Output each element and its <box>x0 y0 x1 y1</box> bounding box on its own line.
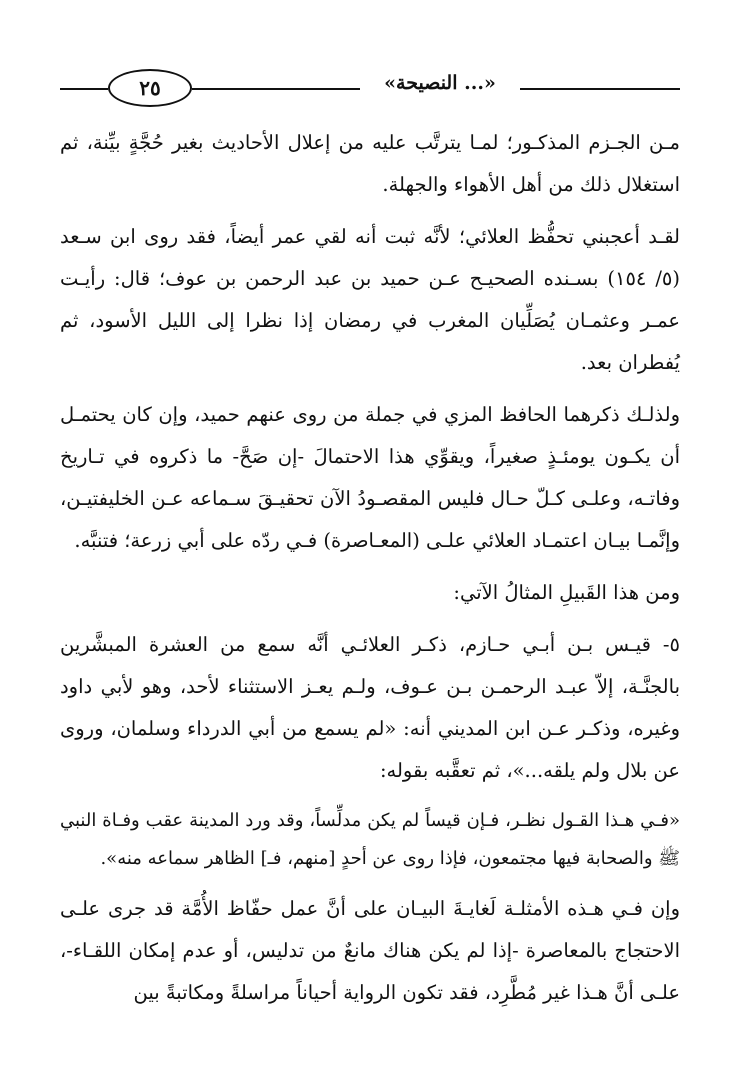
paragraph-3: ولذلـك ذكرهما الحافظ المزي في جملة من روى عنهم حميد، وإن كان يحتمـل أن يكـون يومئـذٍ صغيراً، ويقوِّي هذا الاحتمالَ -إن صَحَّ- ما ذكروه في تـاريخ وفاتـه، وعلـى كـلّ حـال فليس المقصـودُ الآن تحقيـقَ سـماعه عـن الخليفتيـن، وإنَّمـا بيـان اعتمـاد العلائي علـى (المعـاصرة) فـي ردّه على أبي زرعة؛ فتنبَّه. <box>60 403 680 552</box>
header-rule-left <box>60 88 108 90</box>
paragraph-5: ٥- قيـس بـن أبـي حـازم، ذكـر العلائـي أنَّه سمع من العشرة المبشَّرين بالجنَّـة، إلاّ عبـد الرحمـن بـن عـوف، ولـم يعـز الاستثناء لأحد، وهو لأبي داود وغيره، وذكـر عـن ابن المديني أنه: «لم يسمع من أبي الدرداء وسلمان، وروى عن بلال ولم يلقه...»، ثم تعقَّبه بقوله: <box>60 633 680 782</box>
paragraph-4: ومن هذا القَبيلِ المثالُ الآتي: <box>453 581 680 604</box>
page-body <box>60 122 680 1014</box>
page-header <box>60 66 680 110</box>
paragraph-2: لقـد أعجبني تحفُّظ العلائي؛ لأنَّه ثبت أنه لقي عمر أيضاً، فقد روى ابن سـعد (٥/ ١٥٤) بسـنده الصحيـح عـن حميد بن عبد الرحمن بن عوف؛ قال: رأيـت عمـر وعثمـان يُصَلِّيان المغرب في رمضان إذا نظرا إلى الليل الأسود، ثم يُفطران بعد. <box>60 225 680 374</box>
paragraph-1: مـن الجـزم المذكـور؛ لمـا يترتَّب عليه من إعلال الأحاديث بغير حُجَّةٍ بيِّنة، ثم استغلال ذلك من أهل الأهواء والجهلة. <box>60 131 680 196</box>
header-rule-middle <box>192 88 360 90</box>
header-rule-right <box>520 88 680 90</box>
paragraph-7: وإن فـي هـذه الأمثلـة لَغايـةَ البيـان على أنَّ عمل حفّاظ الأُمَّة قد جرى علـى الاحتجاج بالمعاصرة -إذا لم يكن هناك مانعٌ من تدليس، أو عدم إمكان اللقـاء-، علـى أنَّ هـذا غير مُطَّرِد، فقد تكون الرواية أحياناً مراسلةً ومكاتبةً بين <box>60 897 680 1004</box>
quotation-paragraph: «فـي هـذا القـول نظـر، فـإن قيساً لم يكن مدلِّساً، وقد ورد المدينة عقب وفـاة النبي ﷺ والصحابة فيها مجتمعون، فإذا روى عن أحدٍ [منهم، فـ] الظاهر سماعه منه». <box>60 810 680 869</box>
page-number: ٢٥ <box>108 69 192 107</box>
running-title: «النصيحة ...» <box>384 72 496 94</box>
